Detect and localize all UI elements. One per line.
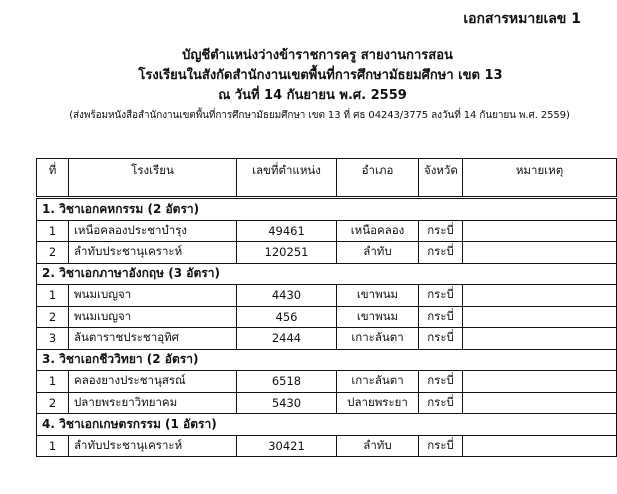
table-row xyxy=(37,392,617,414)
header-province: จังหวัด xyxy=(419,159,463,198)
cell-position-number: 30421 xyxy=(237,435,337,457)
table-body xyxy=(37,198,617,457)
cell-no: 1 xyxy=(37,220,69,242)
vacancy-table xyxy=(36,158,617,457)
cell-position-number: 4430 xyxy=(237,285,337,307)
section-title: 2. วิชาเอกภาษาอังกฤษ (3 อัตรา) xyxy=(37,263,617,285)
cell-school: พนมเบญจา xyxy=(69,285,237,307)
section-row xyxy=(37,349,617,371)
cell-remark xyxy=(463,285,617,307)
cell-position-number: 49461 xyxy=(237,220,337,242)
table-header-row xyxy=(37,159,617,198)
table-row xyxy=(37,435,617,457)
cell-school: ปลายพระยาวิทยาคม xyxy=(69,392,237,414)
cell-position-number: 456 xyxy=(237,306,337,328)
heading-reference-note: (ส่งพร้อมหนังสือสำนักงานเขตพื้นที่การศึกษามัธยมศึกษา เขต 13 ที่ ศธ 04243/3775 ลงวันที่ 14 กันยายน พ.ศ. 2559) xyxy=(69,110,570,121)
cell-position-number: 6518 xyxy=(237,371,337,393)
table-row xyxy=(37,285,617,307)
cell-district: ลำทับ xyxy=(337,435,419,457)
header-remark: หมายเหตุ xyxy=(463,159,617,198)
cell-no: 2 xyxy=(37,242,69,264)
table-row xyxy=(37,328,617,350)
cell-province: กระบี่ xyxy=(419,328,463,350)
cell-no: 2 xyxy=(37,392,69,414)
cell-remark xyxy=(463,435,617,457)
cell-province: กระบี่ xyxy=(419,435,463,457)
cell-district: ปลายพระยา xyxy=(337,392,419,414)
cell-remark xyxy=(463,328,617,350)
cell-remark xyxy=(463,371,617,393)
cell-position-number: 2444 xyxy=(237,328,337,350)
header-school: โรงเรียน xyxy=(69,159,237,198)
document-number: เอกสารหมายเลข 1 xyxy=(463,11,581,27)
cell-school: ลำทับประชานุเคราะห์ xyxy=(69,242,237,264)
header-position-number: เลขที่ตำแหน่ง xyxy=(237,159,337,198)
section-title: 1. วิชาเอกคหกรรม (2 อัตรา) xyxy=(37,198,617,221)
cell-district: เกาะลันตา xyxy=(337,328,419,350)
table-row xyxy=(37,220,617,242)
cell-province: กระบี่ xyxy=(419,285,463,307)
cell-district: ลำทับ xyxy=(337,242,419,264)
cell-province: กระบี่ xyxy=(419,220,463,242)
cell-remark xyxy=(463,242,617,264)
cell-no: 1 xyxy=(37,435,69,457)
cell-school: เหนือคลองประชาบำรุง xyxy=(69,220,237,242)
cell-no: 2 xyxy=(37,306,69,328)
cell-position-number: 5430 xyxy=(237,392,337,414)
cell-school: พนมเบญจา xyxy=(69,306,237,328)
header-no: ที่ xyxy=(37,159,69,198)
cell-school: ลำทับประชานุเคราะห์ xyxy=(69,435,237,457)
cell-district: เขาพนม xyxy=(337,285,419,307)
cell-remark xyxy=(463,392,617,414)
table-row xyxy=(37,371,617,393)
section-title: 4. วิชาเอกเกษตรกรรม (1 อัตรา) xyxy=(37,414,617,436)
cell-province: กระบี่ xyxy=(419,371,463,393)
cell-province: กระบี่ xyxy=(419,306,463,328)
cell-position-number: 120251 xyxy=(237,242,337,264)
heading-title: บัญชีตำแหน่งว่างข้าราชการครู สายงานการสอน xyxy=(182,48,453,63)
cell-remark xyxy=(463,306,617,328)
section-row xyxy=(37,414,617,436)
cell-no: 3 xyxy=(37,328,69,350)
section-row xyxy=(37,198,617,221)
cell-province: กระบี่ xyxy=(419,242,463,264)
cell-no: 1 xyxy=(37,285,69,307)
cell-school: คลองยางประชานุสรณ์ xyxy=(69,371,237,393)
heading-date: ณ วันที่ 14 กันยายน พ.ศ. 2559 xyxy=(218,88,407,103)
table-row xyxy=(37,306,617,328)
heading-organization: โรงเรียนในสังกัดสำนักงานเขตพื้นที่การศึกษามัธยมศึกษา เขต 13 xyxy=(138,68,503,83)
table-row xyxy=(37,242,617,264)
header-district: อำเภอ xyxy=(337,159,419,198)
section-row xyxy=(37,263,617,285)
cell-no: 1 xyxy=(37,371,69,393)
cell-school: ลันตาราชประชาอุทิศ xyxy=(69,328,237,350)
cell-district: เขาพนม xyxy=(337,306,419,328)
cell-district: เหนือคลอง xyxy=(337,220,419,242)
cell-province: กระบี่ xyxy=(419,392,463,414)
cell-district: เกาะลันตา xyxy=(337,371,419,393)
document-heading xyxy=(0,46,617,124)
cell-remark xyxy=(463,220,617,242)
section-title: 3. วิชาเอกชีววิทยา (2 อัตรา) xyxy=(37,349,617,371)
